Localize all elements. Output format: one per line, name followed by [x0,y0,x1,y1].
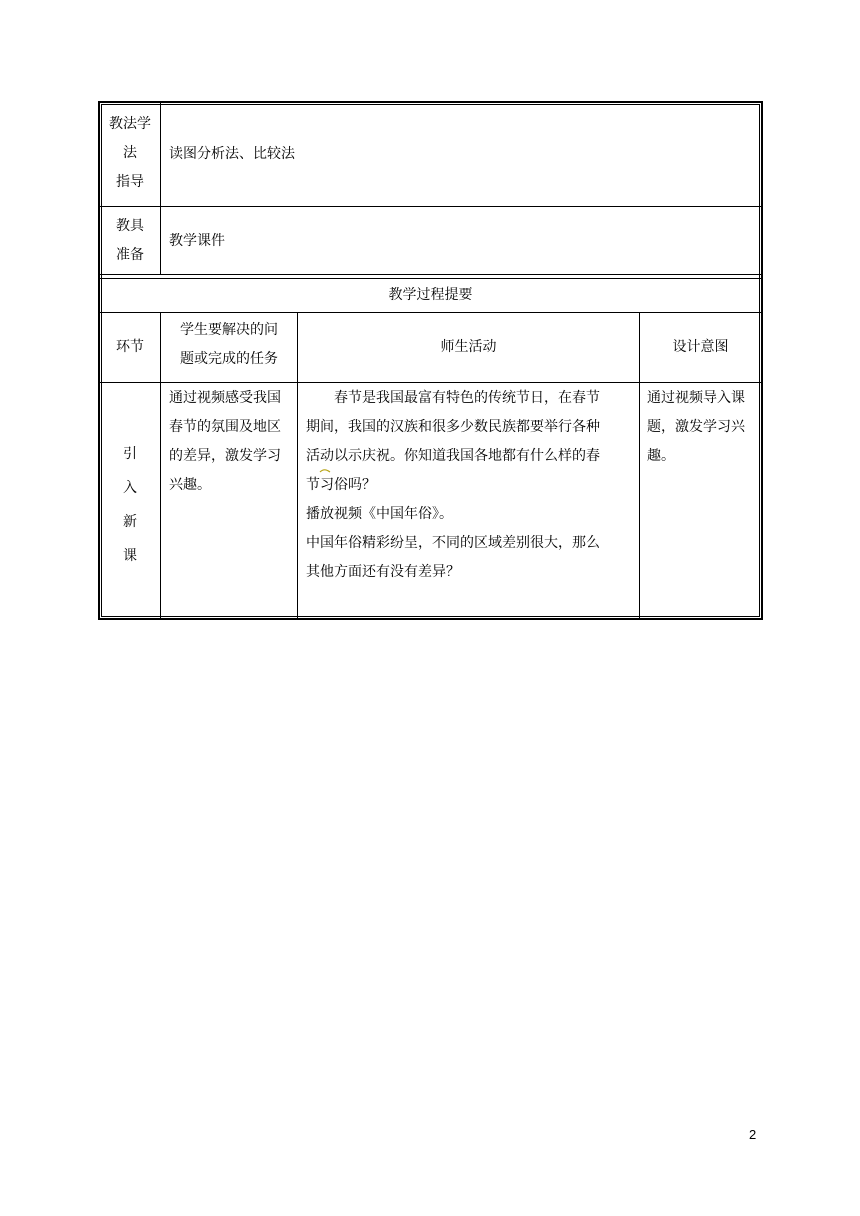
tools-label-line: 准备 [116,247,144,263]
header-task-line: 学生要解决的问 [180,322,278,338]
tools-label [100,212,160,270]
table-rule [100,274,761,275]
task-line: 兴趣。 [169,477,211,493]
intent-line: 通过视频导入课 [647,390,745,406]
header-intent: 设计意图 [672,339,729,355]
small-yellow-mark-icon [319,467,331,474]
method-label [100,110,160,197]
activity-line: 中国年俗精彩纷呈，不同的区域差别很大，那么 [306,535,600,551]
method-label-line: 教法学 [109,116,151,132]
header-activity: 师生活动 [440,339,497,355]
intent-line: 趣。 [647,448,675,464]
method-label-line: 法 [123,145,137,161]
tools-value: 教学课件 [169,233,225,249]
header-stage: 环节 [116,339,144,355]
method-label-line: 指导 [116,174,144,190]
table-rule [100,278,761,279]
task-line: 春节的氛围及地区 [169,419,281,435]
stage-line: 新 [123,514,137,530]
table-rule [100,382,761,383]
tools-label-line: 教具 [116,218,144,234]
table-rule [100,206,761,207]
activity-line: 春节是我国最富有特色的传统节日，在春节 [334,390,600,406]
process-title: 教学过程提要 [388,287,473,303]
method-value: 读图分析法、比较法 [169,146,295,162]
task-line: 的差异，激发学习 [169,448,281,464]
stage-line: 入 [123,480,137,496]
activity-line: 其他方面还有没有差异？ [306,564,460,580]
activity-line: 期间，我国的汉族和很多少数民族都要举行各种 [306,419,600,435]
stage-line: 引 [123,446,137,462]
header-task-line: 题或完成的任务 [180,351,278,367]
intent-line: 题，激发学习兴 [647,419,745,435]
activity-line: 播放视频《中国年俗》。 [306,506,453,522]
task-cell [169,384,295,500]
stage-line: 课 [123,548,137,564]
table-rule [100,312,761,313]
stage-cell [100,437,160,573]
header-task [161,316,297,374]
table-column-rule [160,103,161,275]
activity-line: 节习俗吗？ [306,477,376,493]
activity-line: 活动以示庆祝。你知道我国各地都有什么样的春 [306,448,600,464]
task-line: 通过视频感受我国 [169,390,281,406]
page-number: 2 [749,1127,757,1142]
intent-cell [647,384,759,471]
activity-cell [306,384,636,587]
